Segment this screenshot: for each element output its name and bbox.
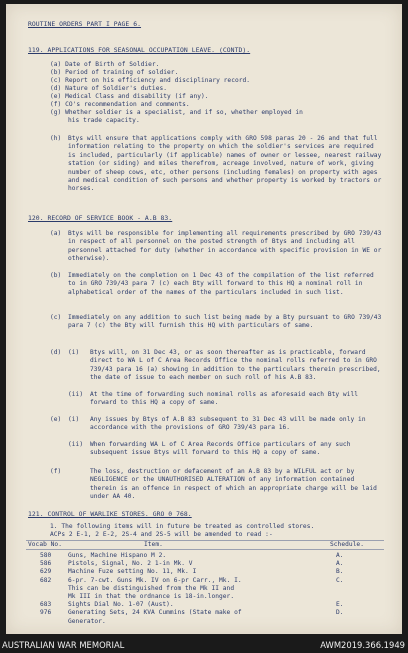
store-item: Generator. xyxy=(68,617,106,625)
schedule-code: A. xyxy=(336,552,344,559)
schedule-code: E. xyxy=(336,601,344,609)
vocab-number: 586 xyxy=(40,560,52,568)
s120-c-text: Immediately on any addition to such list being made by a Bty pursuant to GRO 739/43 para 7 (c) the Bty will furnish this HQ with particulars of same. xyxy=(68,314,382,330)
vocab-number: 580 xyxy=(40,552,52,559)
s120-b-label: (b) xyxy=(50,272,62,279)
s120-d2-label: (ii) xyxy=(68,391,84,398)
store-item: 6-pr. 7-cwt. Guns Mk. IV on 6-pr Carr., Mk. I. xyxy=(68,576,242,584)
store-item: Mk III in that the ordnance is 18-in.longer. xyxy=(68,593,235,600)
schedule-code: B. xyxy=(336,568,344,576)
s120-d1-text: Btys will, on 31 Dec 43, or as soon thereafter as is practicable, forward direct to WA L of C Area Records Office the nominal rolls referred to in GRO 739/43 para 16 (a) showing in addition to the particulars therein prescribed, the date of issue to each member on such roll of his A.B 83. xyxy=(90,349,381,382)
vocab-number: 683 xyxy=(40,601,52,609)
s120-b-text: Immediately on the completion on 1 Dec 43 of the compilation of the list referred to in GRO 739/43 para 7 (c) each Bty will forward to this HQ a nominal roll in alphabetical order of the names of the particulars included in such list. xyxy=(68,272,374,296)
schedule-code: A. xyxy=(336,560,344,568)
section-120-title: 120. RECORD OF SERVICE BOOK - A.B 83. xyxy=(28,214,173,222)
store-item: Sights Dial No. 1-07 (Aust). xyxy=(68,601,174,609)
s120-e1-label: (i) xyxy=(68,416,80,423)
store-item: Guns, Machine Hispano M 2. xyxy=(68,552,167,559)
s120-f-label: (f) xyxy=(50,468,62,475)
s120-e1-text: Any issues by Btys of A.B 83 subsequent to 31 Dec 43 will be made only in accordance with the provisions of GRO 739/43 para 16. xyxy=(90,416,366,432)
s120-c-label: (c) xyxy=(50,314,62,321)
s119-item: (g) Whether soldier is a specialist, and if so, whether employed in xyxy=(50,109,303,116)
col-header-schedule: Schedule. xyxy=(330,541,364,548)
footer-accession-number: AWM2019.366.1949 xyxy=(320,640,405,650)
store-item: Machine Fuze setting No. 11, Mk. I xyxy=(68,568,197,576)
s119-item: (c) Report on his efficiency and disciplinary record. xyxy=(50,77,251,84)
s119-h-label: (h) xyxy=(50,135,62,142)
s120-d-label: (d) xyxy=(50,349,62,356)
vocab-number: 976 xyxy=(40,609,52,617)
schedule-code: D. xyxy=(336,609,344,617)
vocab-number: 629 xyxy=(40,568,52,576)
store-item: Generating Sets, 24 KVA Cummins (State make of xyxy=(68,609,242,617)
s121-intro: 1. The following items will in future be treated as controlled stores. xyxy=(50,523,315,530)
store-item: Pistols, Signal, No. 2 1-in Mk. V xyxy=(68,560,193,568)
s119-item: (d) Nature of Soldier's duties. xyxy=(50,85,168,92)
s120-a-label: (a) xyxy=(50,230,62,237)
s120-d2-text: At the time of forwarding such nominal rolls as aforesaid each Bty will forward to this HQ a copy of same. xyxy=(90,391,359,407)
footer-institution: AUSTRALIAN WAR MEMORIAL xyxy=(2,640,125,650)
store-item: This can be distinguished from the Mk II and xyxy=(68,584,235,592)
s119-item: (b) Period of training of soldier. xyxy=(50,69,179,76)
archive-footer xyxy=(0,638,408,653)
s120-f-text: The loss, destruction or defacement of an A.B 83 by a WILFUL act or by NEGLIGENCE or the UNAUTHORISED ALTERATION of any information contained therein is an offence in respect of which an appropriate charge will be laid under AA 40. xyxy=(90,468,377,501)
page-header: ROUTINE ORDERS PART I PAGE 6. xyxy=(28,20,142,28)
section-121-title: 121. CONTROL OF WARLIKE STORES. GRO 0 768. xyxy=(28,510,192,518)
s119-item: (f) CO's recommendation and comments. xyxy=(50,101,190,108)
s120-d1-label: (i) xyxy=(68,349,80,356)
section-119-title: 119. APPLICATIONS FOR SEASONAL OCCUPATION LEAVE. (CONTD). xyxy=(28,46,251,54)
s120-a-text: Btys will be responsible for implementing all requirements prescribed by GRO 739/43 in respect of all personnel on the posted strength of Btys and including all personnel attached for duty (whether in accordance with specific provision in WE or otherwise). xyxy=(68,230,382,263)
s119-item: (e) Medical Class and disability (if any). xyxy=(50,93,209,100)
s120-e2-label: (ii) xyxy=(68,441,84,448)
s120-e-label: (e) xyxy=(50,416,62,423)
document-page xyxy=(6,4,402,634)
s119-item: his trade capacity. xyxy=(68,117,140,124)
col-header-vocab: Vocab No. xyxy=(28,541,62,548)
vocab-number: 682 xyxy=(40,576,52,584)
col-header-item: Item. xyxy=(144,541,163,548)
schedule-code: C. xyxy=(336,576,344,584)
s119-h-text: Btys will ensure that applications comply with GRO 598 paras 20 - 26 and that full information relating to the property on which the soldier's services are required is included, particularly (if applicable) names of owner or lessee, nearest railway station (or siding) and miles therefrom, acreage involved, nature of work, giving number of sheep cows, etc, other persons (including females) on property with ages and medical condition of such persons and whether property is worked by tractors or horses. xyxy=(68,135,382,193)
s119-item: (a) Date of Birth of Soldier. xyxy=(50,61,160,68)
s120-e2-text: When forwarding WA L of C Area Records Office particulars of any such subsequent issue Btys will forward to this HQ a copy of same. xyxy=(90,441,351,457)
table-rule-bottom xyxy=(26,549,384,550)
s121-intro: ACPs 2 E-1, 2 E-2, 2S-4 and 2S-5 will be amended to read :- xyxy=(50,531,273,538)
